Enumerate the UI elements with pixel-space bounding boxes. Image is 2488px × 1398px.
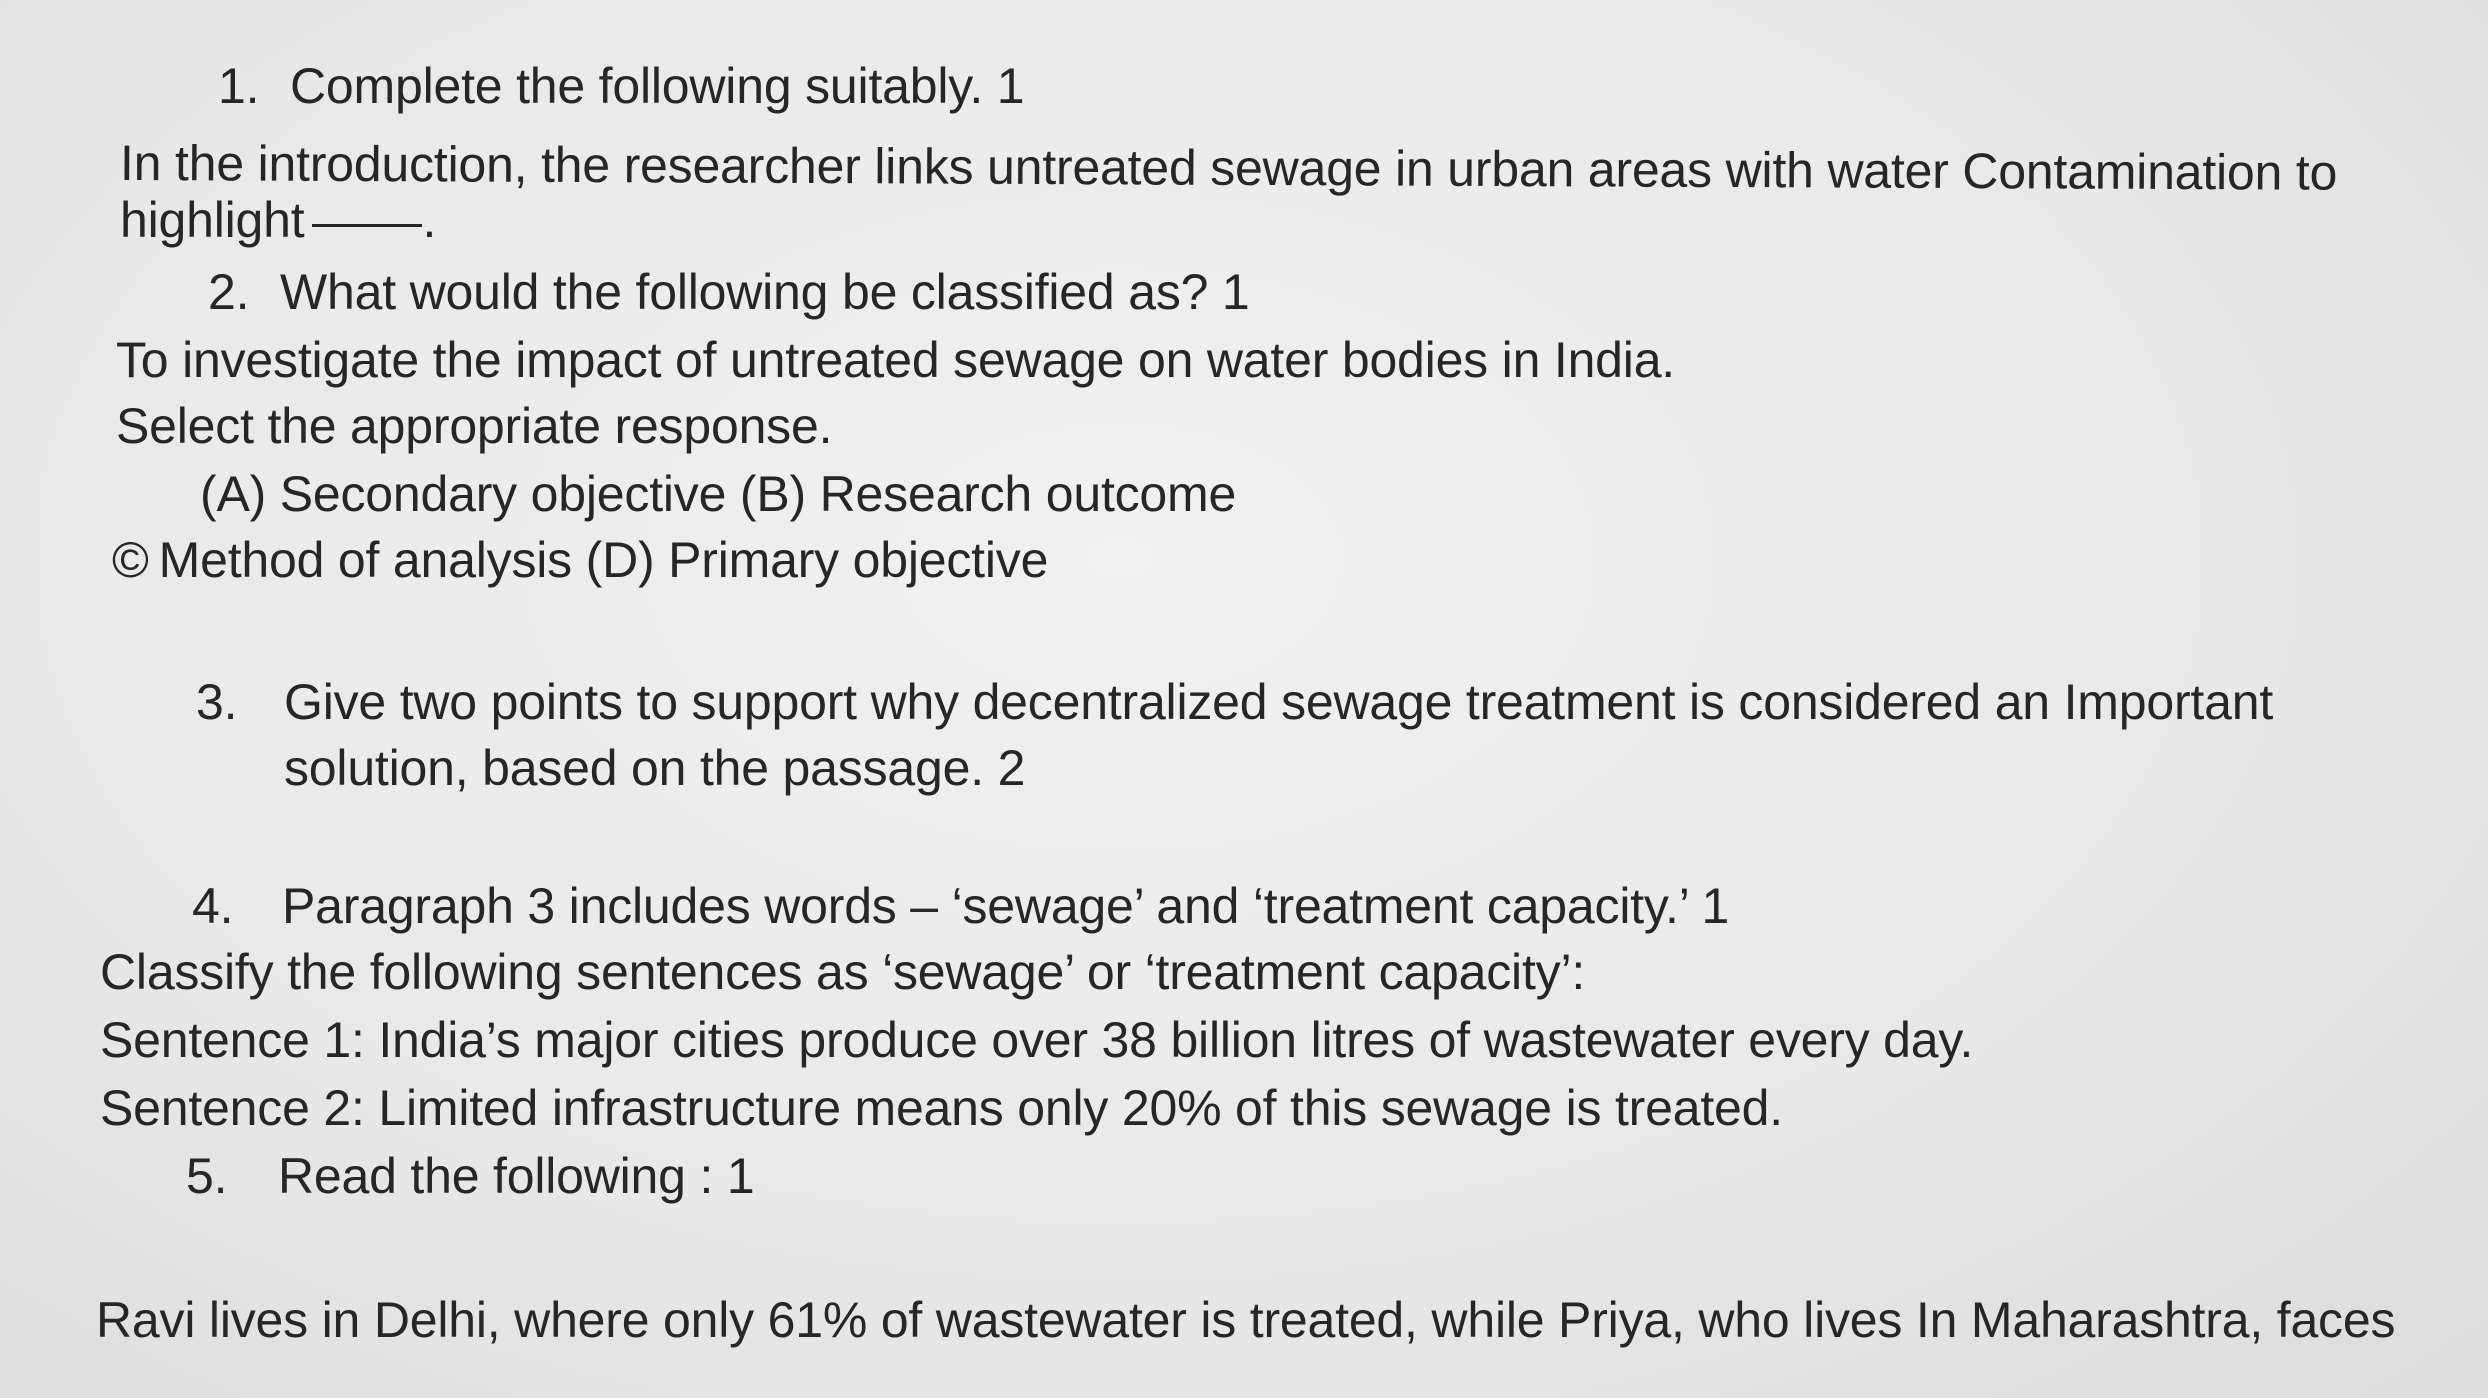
question-1-highlight-word: highlight	[120, 192, 305, 248]
question-1-heading	[218, 56, 1024, 116]
question-5-number: 5.	[186, 1148, 228, 1204]
question-4-instruction: Classify the following sentences as ‘sewage’ or ‘treatment capacity’:	[100, 944, 1586, 1000]
question-3-title-line-1: Give two points to support why decentralized sewage treatment is considered an Important	[284, 674, 2274, 730]
question-4-number: 4.	[192, 878, 234, 934]
question-4-sentence-1: Sentence 1: India’s major cities produce over 38 billion litres of wastewater every day.	[100, 1012, 1974, 1068]
question-1-number: 1.	[218, 58, 260, 114]
question-2-title: What would the following be classified as? 1	[280, 264, 1250, 320]
question-2-number: 2.	[208, 264, 250, 320]
question-1-title: Complete the following suitably. 1	[290, 58, 1025, 114]
question-3-number: 3.	[196, 674, 238, 730]
question-2-options-row-2	[112, 530, 1048, 590]
question-2-instruction: Select the appropriate response.	[116, 398, 833, 454]
question-1-text-line-1: In the introduction, the researcher links untreated sewage in urban areas with water Contamination to	[119, 135, 2338, 201]
question-3-title-line-2: solution, based on the passage. 2	[284, 740, 1026, 796]
question-5-title: Read the following : 1	[278, 1148, 755, 1204]
option-c-marker: ©	[112, 532, 149, 588]
question-3-heading	[196, 672, 2273, 732]
question-2-options-text: Method of analysis (D) Primary objective	[158, 532, 1049, 588]
question-5-passage: Ravi lives in Delhi, where only 61% of wastewater is treated, while Priya, who lives In Maharashtra, faces	[96, 1292, 2396, 1348]
question-2-heading	[208, 262, 1250, 322]
question-1-end-punctuation: .	[422, 192, 437, 248]
question-4-title: Paragraph 3 includes words – ‘sewage’ and ‘treatment capacity.’ 1	[282, 878, 1730, 934]
question-2-statement: To investigate the impact of untreated sewage on water bodies in India.	[116, 332, 1675, 388]
answer-blank	[312, 224, 422, 227]
question-4-sentence-2: Sentence 2: Limited infrastructure means only 20% of this sewage is treated.	[100, 1080, 1783, 1136]
question-4-heading	[192, 876, 1729, 936]
question-1-text-line-2	[120, 190, 436, 250]
question-5-heading	[186, 1146, 754, 1206]
question-2-options-row-1: (A) Secondary objective (B) Research outcome	[200, 466, 1237, 522]
